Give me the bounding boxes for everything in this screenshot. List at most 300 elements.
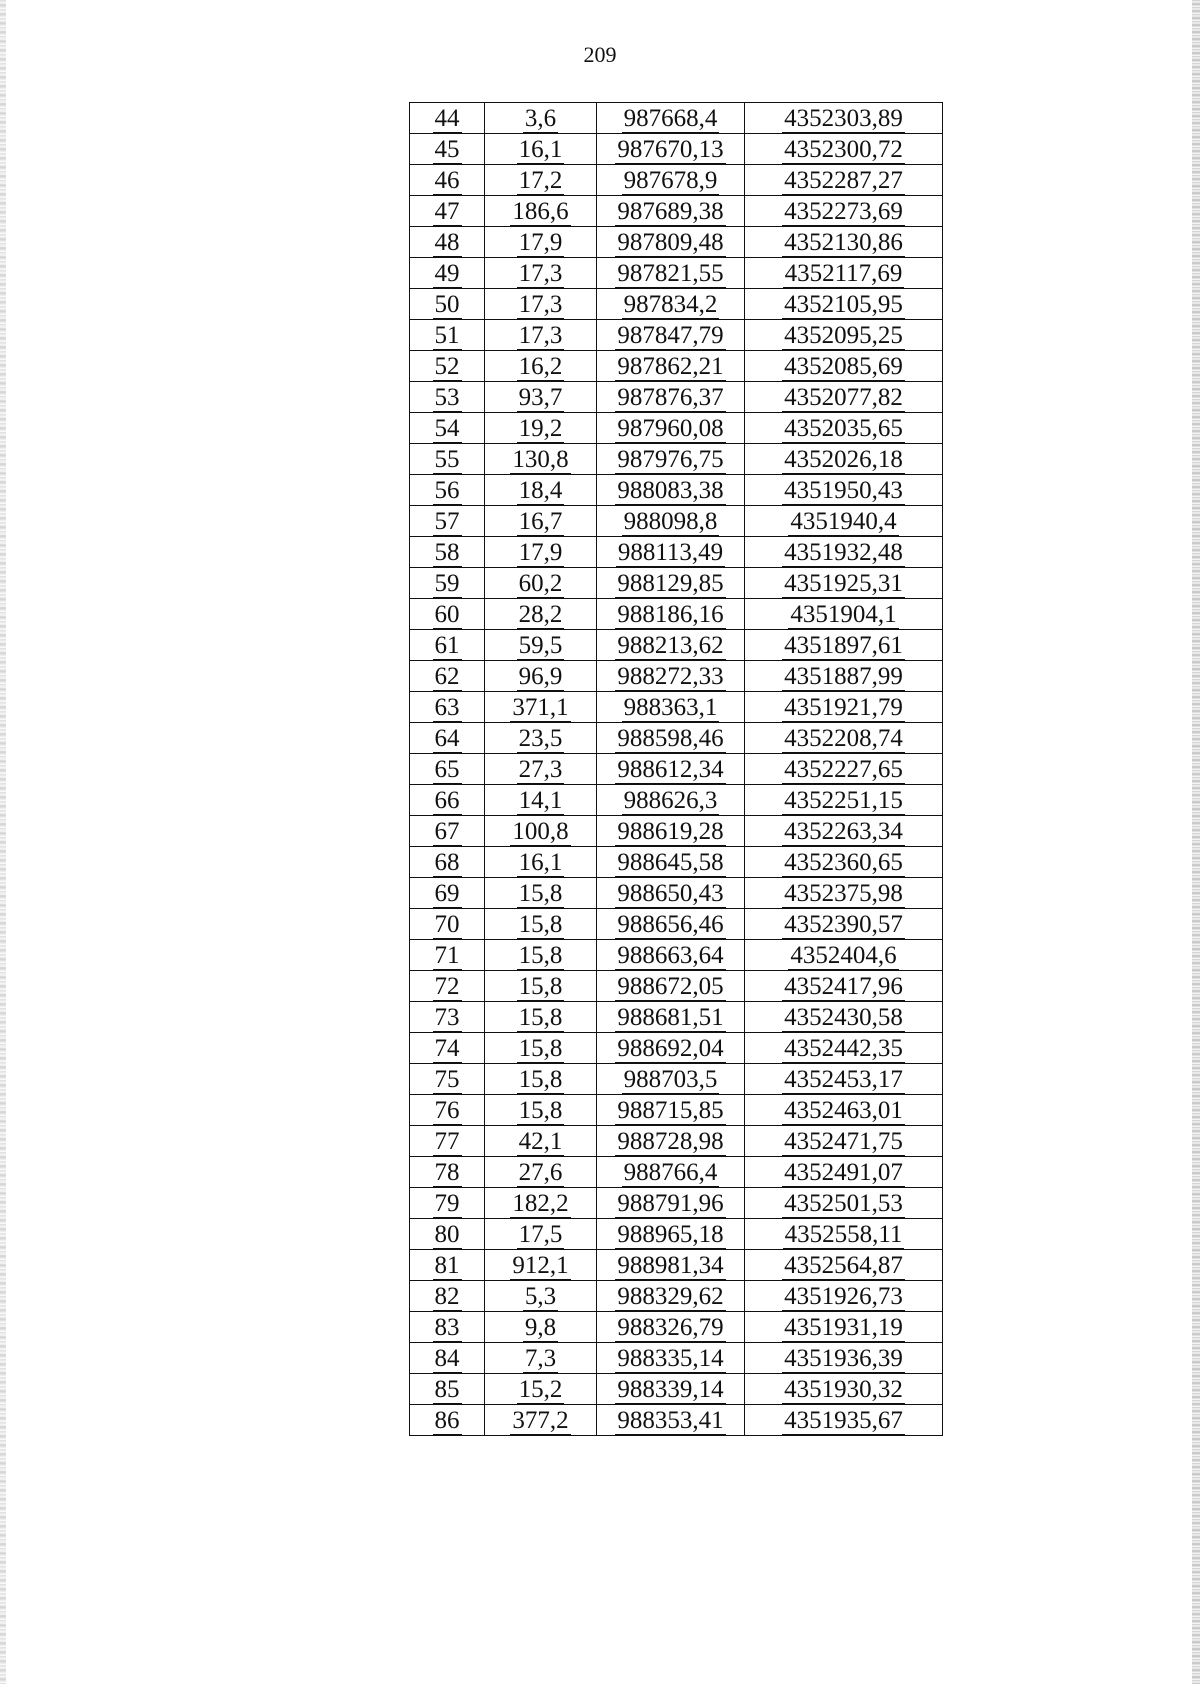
cell-value: 17,9 xyxy=(518,229,563,256)
cell-value: 988186,16 xyxy=(617,601,724,628)
segment-length-cell xyxy=(485,1033,597,1064)
segment-length-cell xyxy=(485,847,597,878)
point-number-cell xyxy=(410,1002,485,1033)
segment-length-cell xyxy=(485,909,597,940)
y-coordinate-cell xyxy=(745,1064,943,1095)
x-coordinate-cell xyxy=(597,1312,745,1343)
point-number-cell xyxy=(410,940,485,971)
cell-value: 96,9 xyxy=(518,663,563,690)
point-number-cell xyxy=(410,661,485,692)
table-row xyxy=(410,537,943,568)
y-coordinate-cell xyxy=(745,382,943,413)
cell-value: 988626,3 xyxy=(623,787,718,814)
x-coordinate-cell xyxy=(597,196,745,227)
table-row xyxy=(410,909,943,940)
cell-value: 75 xyxy=(434,1066,460,1093)
cell-value: 7,3 xyxy=(524,1345,557,1372)
table-row xyxy=(410,630,943,661)
segment-length-cell xyxy=(485,1343,597,1374)
x-coordinate-cell xyxy=(597,1033,745,1064)
segment-length-cell xyxy=(485,1374,597,1405)
segment-length-cell xyxy=(485,134,597,165)
table-row xyxy=(410,351,943,382)
segment-length-cell xyxy=(485,1126,597,1157)
table-row xyxy=(410,1157,943,1188)
cell-value: 4352491,07 xyxy=(784,1159,903,1186)
point-number-cell xyxy=(410,475,485,506)
x-coordinate-cell xyxy=(597,971,745,1002)
cell-value: 4352453,17 xyxy=(784,1066,903,1093)
point-number-cell xyxy=(410,1343,485,1374)
point-number-cell xyxy=(410,785,485,816)
x-coordinate-cell xyxy=(597,940,745,971)
segment-length-cell xyxy=(485,1095,597,1126)
cell-value: 988326,79 xyxy=(617,1314,724,1341)
cell-value: 57 xyxy=(434,508,460,535)
segment-length-cell xyxy=(485,1219,597,1250)
segment-length-cell xyxy=(485,382,597,413)
cell-value: 4352404,6 xyxy=(790,942,897,969)
cell-value: 987668,4 xyxy=(623,105,718,132)
y-coordinate-cell xyxy=(745,785,943,816)
cell-value: 51 xyxy=(434,322,460,349)
cell-value: 44 xyxy=(434,105,460,132)
cell-value: 66 xyxy=(434,787,460,814)
point-number-cell xyxy=(410,1219,485,1250)
x-coordinate-cell xyxy=(597,1219,745,1250)
y-coordinate-cell xyxy=(745,227,943,258)
cell-value: 59 xyxy=(434,570,460,597)
point-number-cell xyxy=(410,1281,485,1312)
table-body xyxy=(410,103,943,1436)
cell-value: 988766,4 xyxy=(623,1159,718,1186)
y-coordinate-cell xyxy=(745,723,943,754)
point-number-cell xyxy=(410,878,485,909)
cell-value: 988791,96 xyxy=(617,1190,724,1217)
y-coordinate-cell xyxy=(745,320,943,351)
segment-length-cell xyxy=(485,971,597,1002)
cell-value: 53 xyxy=(434,384,460,411)
cell-value: 988363,1 xyxy=(623,694,718,721)
table-row xyxy=(410,1064,943,1095)
cell-value: 16,1 xyxy=(518,136,563,163)
cell-value: 17,3 xyxy=(518,260,563,287)
x-coordinate-cell xyxy=(597,1095,745,1126)
table-row xyxy=(410,1033,943,1064)
x-coordinate-cell xyxy=(597,785,745,816)
cell-value: 16,7 xyxy=(518,508,563,535)
cell-value: 4351931,19 xyxy=(784,1314,903,1341)
x-coordinate-cell xyxy=(597,847,745,878)
segment-length-cell xyxy=(485,1188,597,1219)
cell-value: 4352360,65 xyxy=(784,849,903,876)
segment-length-cell xyxy=(485,599,597,630)
coordinates-table xyxy=(409,102,943,1436)
table-row xyxy=(410,1219,943,1250)
cell-value: 93,7 xyxy=(518,384,563,411)
cell-value: 15,8 xyxy=(518,911,563,938)
cell-value: 62 xyxy=(434,663,460,690)
y-coordinate-cell xyxy=(745,258,943,289)
cell-value: 4352251,15 xyxy=(784,787,903,814)
cell-value: 84 xyxy=(434,1345,460,1372)
segment-length-cell xyxy=(485,754,597,785)
y-coordinate-cell xyxy=(745,599,943,630)
point-number-cell xyxy=(410,1250,485,1281)
table-row xyxy=(410,847,943,878)
table-row xyxy=(410,1343,943,1374)
x-coordinate-cell xyxy=(597,227,745,258)
cell-value: 4352463,01 xyxy=(784,1097,903,1124)
cell-value: 72 xyxy=(434,973,460,1000)
x-coordinate-cell xyxy=(597,1002,745,1033)
cell-value: 50 xyxy=(434,291,460,318)
cell-value: 987670,13 xyxy=(617,136,724,163)
table-row xyxy=(410,1281,943,1312)
cell-value: 988965,18 xyxy=(617,1221,724,1248)
point-number-cell xyxy=(410,196,485,227)
table-row xyxy=(410,1188,943,1219)
table-row xyxy=(410,878,943,909)
y-coordinate-cell xyxy=(745,196,943,227)
segment-length-cell xyxy=(485,661,597,692)
point-number-cell xyxy=(410,847,485,878)
table-row xyxy=(410,1312,943,1343)
x-coordinate-cell xyxy=(597,537,745,568)
point-number-cell xyxy=(410,1064,485,1095)
point-number-cell xyxy=(410,413,485,444)
x-coordinate-cell xyxy=(597,320,745,351)
cell-value: 4352273,69 xyxy=(784,198,903,225)
y-coordinate-cell xyxy=(745,165,943,196)
point-number-cell xyxy=(410,320,485,351)
cell-value: 4352471,75 xyxy=(784,1128,903,1155)
cell-value: 23,5 xyxy=(518,725,563,752)
segment-length-cell xyxy=(485,1002,597,1033)
y-coordinate-cell xyxy=(745,1157,943,1188)
cell-value: 15,8 xyxy=(518,880,563,907)
cell-value: 987847,79 xyxy=(617,322,724,349)
y-coordinate-cell xyxy=(745,1188,943,1219)
cell-value: 988272,33 xyxy=(617,663,724,690)
table-row xyxy=(410,816,943,847)
table-row xyxy=(410,1002,943,1033)
cell-value: 79 xyxy=(434,1190,460,1217)
point-number-cell xyxy=(410,1188,485,1219)
point-number-cell xyxy=(410,1126,485,1157)
segment-length-cell xyxy=(485,444,597,475)
cell-value: 987862,21 xyxy=(617,353,724,380)
x-coordinate-cell xyxy=(597,1250,745,1281)
cell-value: 58 xyxy=(434,539,460,566)
cell-value: 74 xyxy=(434,1035,460,1062)
segment-length-cell xyxy=(485,816,597,847)
cell-value: 69 xyxy=(434,880,460,907)
cell-value: 988113,49 xyxy=(617,539,724,566)
cell-value: 988335,14 xyxy=(617,1345,724,1372)
segment-length-cell xyxy=(485,1405,597,1436)
cell-value: 76 xyxy=(434,1097,460,1124)
cell-value: 70 xyxy=(434,911,460,938)
x-coordinate-cell xyxy=(597,258,745,289)
x-coordinate-cell xyxy=(597,630,745,661)
cell-value: 16,2 xyxy=(518,353,563,380)
cell-value: 4352442,35 xyxy=(784,1035,903,1062)
point-number-cell xyxy=(410,1374,485,1405)
cell-value: 85 xyxy=(434,1376,460,1403)
page-number: 209 xyxy=(583,42,617,67)
cell-value: 4352417,96 xyxy=(784,973,903,1000)
cell-value: 988981,34 xyxy=(617,1252,724,1279)
segment-length-cell xyxy=(485,289,597,320)
x-coordinate-cell xyxy=(597,1188,745,1219)
table-row xyxy=(410,289,943,320)
y-coordinate-cell xyxy=(745,506,943,537)
cell-value: 988656,46 xyxy=(617,911,724,938)
table-row xyxy=(410,599,943,630)
table-row xyxy=(410,413,943,444)
cell-value: 988329,62 xyxy=(617,1283,724,1310)
x-coordinate-cell xyxy=(597,878,745,909)
cell-value: 988645,58 xyxy=(617,849,724,876)
x-coordinate-cell xyxy=(597,661,745,692)
cell-value: 4352095,25 xyxy=(784,322,903,349)
cell-value: 71 xyxy=(434,942,460,969)
point-number-cell xyxy=(410,1157,485,1188)
point-number-cell xyxy=(410,816,485,847)
x-coordinate-cell xyxy=(597,134,745,165)
table-row xyxy=(410,444,943,475)
y-coordinate-cell xyxy=(745,134,943,165)
y-coordinate-cell xyxy=(745,103,943,134)
segment-length-cell xyxy=(485,568,597,599)
x-coordinate-cell xyxy=(597,816,745,847)
cell-value: 988663,64 xyxy=(617,942,724,969)
cell-value: 4352430,58 xyxy=(784,1004,903,1031)
x-coordinate-cell xyxy=(597,599,745,630)
cell-value: 4352085,69 xyxy=(784,353,903,380)
point-number-cell xyxy=(410,692,485,723)
segment-length-cell xyxy=(485,227,597,258)
point-number-cell xyxy=(410,971,485,1002)
cell-value: 3,6 xyxy=(524,105,557,132)
cell-value: 988353,41 xyxy=(617,1407,724,1434)
cell-value: 4352303,89 xyxy=(784,105,903,132)
y-coordinate-cell xyxy=(745,692,943,723)
table-row xyxy=(410,506,943,537)
cell-value: 19,2 xyxy=(518,415,563,442)
cell-value: 17,9 xyxy=(518,539,563,566)
cell-value: 4351940,4 xyxy=(790,508,897,535)
cell-value: 46 xyxy=(434,167,460,194)
point-number-cell xyxy=(410,1312,485,1343)
point-number-cell xyxy=(410,1095,485,1126)
x-coordinate-cell xyxy=(597,506,745,537)
cell-value: 27,3 xyxy=(518,756,563,783)
cell-value: 100,8 xyxy=(512,818,569,845)
cell-value: 17,2 xyxy=(518,167,563,194)
segment-length-cell xyxy=(485,1312,597,1343)
table-row xyxy=(410,320,943,351)
x-coordinate-cell xyxy=(597,1281,745,1312)
table-row xyxy=(410,754,943,785)
cell-value: 15,2 xyxy=(518,1376,563,1403)
x-coordinate-cell xyxy=(597,1405,745,1436)
scan-edge-left xyxy=(0,0,6,1684)
cell-value: 4352208,74 xyxy=(784,725,903,752)
cell-value: 4351936,39 xyxy=(784,1345,903,1372)
segment-length-cell xyxy=(485,103,597,134)
y-coordinate-cell xyxy=(745,1281,943,1312)
y-coordinate-cell xyxy=(745,537,943,568)
point-number-cell xyxy=(410,444,485,475)
cell-value: 52 xyxy=(434,353,460,380)
x-coordinate-cell xyxy=(597,723,745,754)
cell-value: 5,3 xyxy=(524,1283,557,1310)
cell-value: 4352564,87 xyxy=(784,1252,903,1279)
point-number-cell xyxy=(410,909,485,940)
y-coordinate-cell xyxy=(745,1095,943,1126)
cell-value: 4352263,34 xyxy=(784,818,903,845)
table-row xyxy=(410,1405,943,1436)
x-coordinate-cell xyxy=(597,475,745,506)
point-number-cell xyxy=(410,599,485,630)
cell-value: 4351926,73 xyxy=(784,1283,903,1310)
cell-value: 4352375,98 xyxy=(784,880,903,907)
table-row xyxy=(410,971,943,1002)
cell-value: 15,8 xyxy=(518,1097,563,1124)
cell-value: 988598,46 xyxy=(617,725,724,752)
cell-value: 18,4 xyxy=(518,477,563,504)
y-coordinate-cell xyxy=(745,1219,943,1250)
cell-value: 73 xyxy=(434,1004,460,1031)
point-number-cell xyxy=(410,506,485,537)
y-coordinate-cell xyxy=(745,971,943,1002)
y-coordinate-cell xyxy=(745,816,943,847)
table-row xyxy=(410,382,943,413)
cell-value: 4351935,67 xyxy=(784,1407,903,1434)
cell-value: 65 xyxy=(434,756,460,783)
segment-length-cell xyxy=(485,723,597,754)
x-coordinate-cell xyxy=(597,165,745,196)
cell-value: 4351950,43 xyxy=(784,477,903,504)
cell-value: 4352026,18 xyxy=(784,446,903,473)
segment-length-cell xyxy=(485,878,597,909)
table-row xyxy=(410,1374,943,1405)
cell-value: 4352300,72 xyxy=(784,136,903,163)
x-coordinate-cell xyxy=(597,103,745,134)
cell-value: 15,8 xyxy=(518,973,563,1000)
point-number-cell xyxy=(410,227,485,258)
cell-value: 16,1 xyxy=(518,849,563,876)
point-number-cell xyxy=(410,568,485,599)
x-coordinate-cell xyxy=(597,568,745,599)
point-number-cell xyxy=(410,165,485,196)
cell-value: 27,6 xyxy=(518,1159,563,1186)
cell-value: 4352558,11 xyxy=(784,1221,903,1248)
cell-value: 47 xyxy=(434,198,460,225)
y-coordinate-cell xyxy=(745,413,943,444)
cell-value: 988098,8 xyxy=(623,508,718,535)
x-coordinate-cell xyxy=(597,413,745,444)
cell-value: 80 xyxy=(434,1221,460,1248)
segment-length-cell xyxy=(485,475,597,506)
cell-value: 4351904,1 xyxy=(790,601,897,628)
table-row xyxy=(410,1095,943,1126)
cell-value: 54 xyxy=(434,415,460,442)
y-coordinate-cell xyxy=(745,1374,943,1405)
cell-value: 59,5 xyxy=(518,632,563,659)
cell-value: 56 xyxy=(434,477,460,504)
cell-value: 67 xyxy=(434,818,460,845)
y-coordinate-cell xyxy=(745,878,943,909)
cell-value: 988612,34 xyxy=(617,756,724,783)
cell-value: 988129,85 xyxy=(617,570,724,597)
segment-length-cell xyxy=(485,630,597,661)
cell-value: 4352130,86 xyxy=(784,229,903,256)
cell-value: 15,8 xyxy=(518,1035,563,1062)
cell-value: 48 xyxy=(434,229,460,256)
cell-value: 15,8 xyxy=(518,1004,563,1031)
point-number-cell xyxy=(410,723,485,754)
x-coordinate-cell xyxy=(597,382,745,413)
cell-value: 28,2 xyxy=(518,601,563,628)
cell-value: 371,1 xyxy=(512,694,569,721)
cell-value: 14,1 xyxy=(518,787,563,814)
segment-length-cell xyxy=(485,258,597,289)
cell-value: 83 xyxy=(434,1314,460,1341)
cell-value: 61 xyxy=(434,632,460,659)
y-coordinate-cell xyxy=(745,568,943,599)
cell-value: 988681,51 xyxy=(617,1004,724,1031)
y-coordinate-cell xyxy=(745,444,943,475)
y-coordinate-cell xyxy=(745,289,943,320)
cell-value: 4352390,57 xyxy=(784,911,903,938)
cell-value: 64 xyxy=(434,725,460,752)
cell-value: 4352105,95 xyxy=(784,291,903,318)
point-number-cell xyxy=(410,289,485,320)
cell-value: 988083,38 xyxy=(617,477,724,504)
cell-value: 988715,85 xyxy=(617,1097,724,1124)
table-row xyxy=(410,661,943,692)
segment-length-cell xyxy=(485,196,597,227)
table-row xyxy=(410,723,943,754)
table-row xyxy=(410,692,943,723)
cell-value: 987834,2 xyxy=(623,291,718,318)
segment-length-cell xyxy=(485,413,597,444)
y-coordinate-cell xyxy=(745,1250,943,1281)
point-number-cell xyxy=(410,258,485,289)
cell-value: 988339,14 xyxy=(617,1376,724,1403)
cell-value: 4351932,48 xyxy=(784,539,903,566)
cell-value: 4352287,27 xyxy=(784,167,903,194)
cell-value: 4352501,53 xyxy=(784,1190,903,1217)
x-coordinate-cell xyxy=(597,1126,745,1157)
cell-value: 987678,9 xyxy=(623,167,718,194)
cell-value: 4351925,31 xyxy=(784,570,903,597)
y-coordinate-cell xyxy=(745,475,943,506)
table-row xyxy=(410,1250,943,1281)
x-coordinate-cell xyxy=(597,1064,745,1095)
cell-value: 15,8 xyxy=(518,1066,563,1093)
y-coordinate-cell xyxy=(745,1312,943,1343)
x-coordinate-cell xyxy=(597,909,745,940)
segment-length-cell xyxy=(485,1064,597,1095)
cell-value: 82 xyxy=(434,1283,460,1310)
table-row xyxy=(410,568,943,599)
point-number-cell xyxy=(410,754,485,785)
segment-length-cell xyxy=(485,351,597,382)
